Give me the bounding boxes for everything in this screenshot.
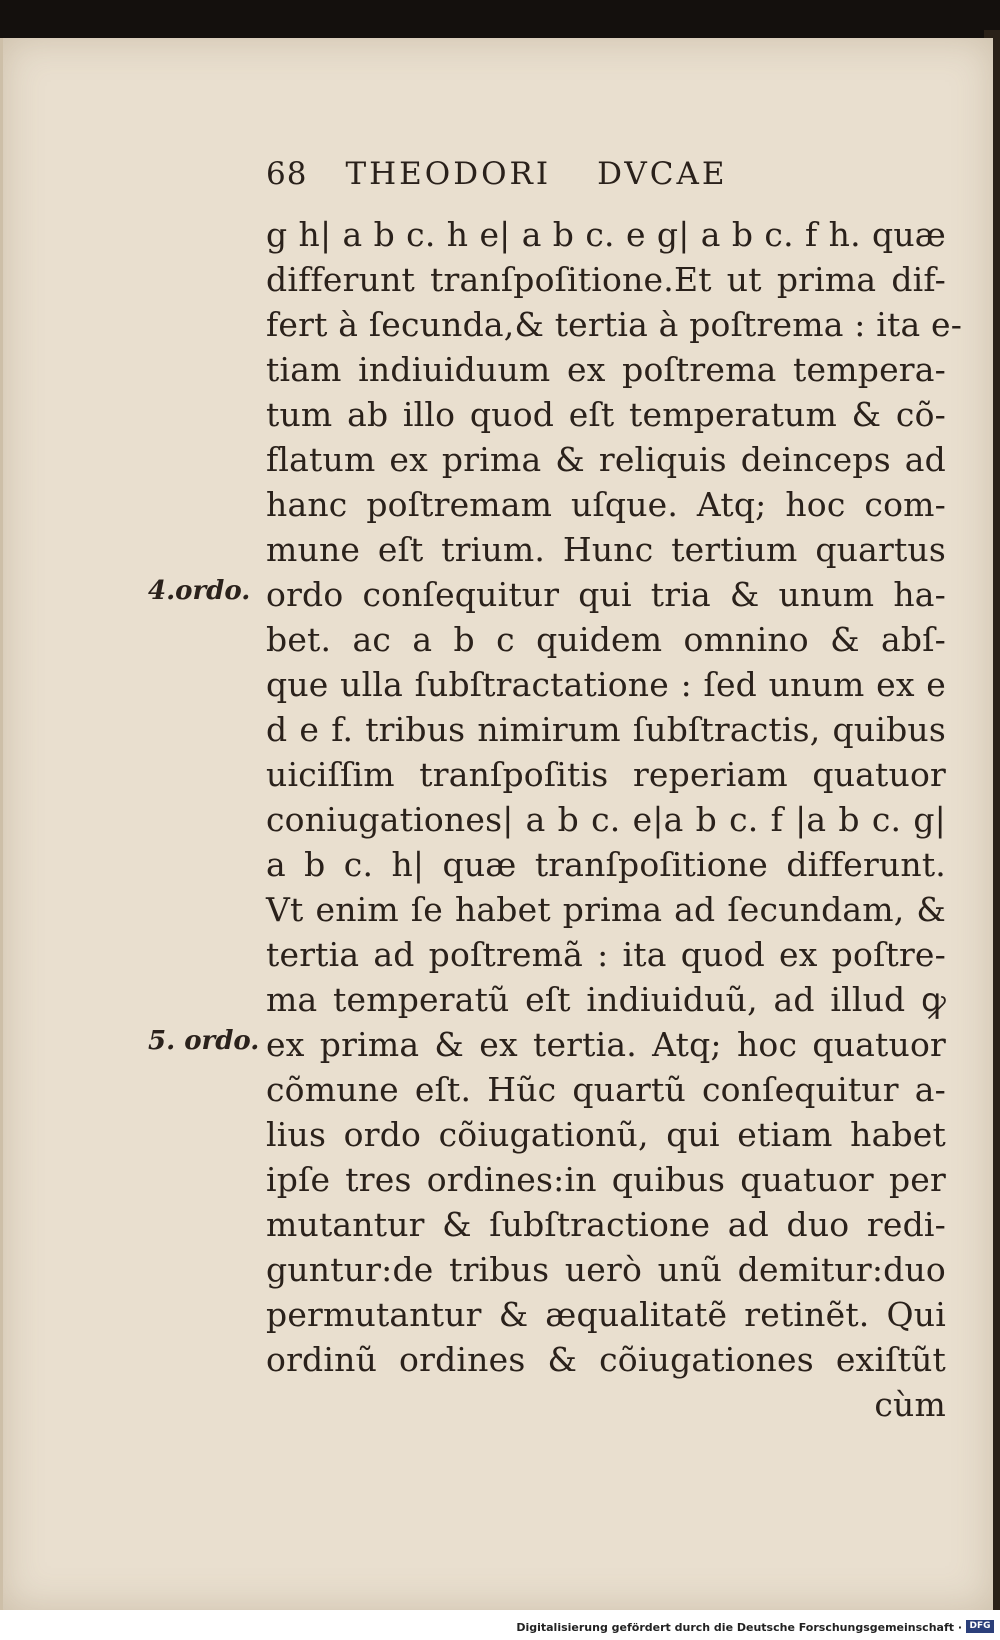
- body-text: [266, 212, 963, 1427]
- text-line: fert à ſecunda,& tertia à poſtrema : ita e-: [266, 305, 963, 344]
- text-line: mutantur & ſubſtractione ad duo redi-: [266, 1205, 946, 1244]
- catchword: cùm: [874, 1385, 946, 1424]
- text-line: cõmune eſt. Hũc quartũ conſequitur a-: [266, 1070, 946, 1109]
- text-line: permutantur & æqualitatẽ retinẽt. Qui: [266, 1295, 946, 1334]
- text-line: mune eſt trium. Hunc tertium quartus: [266, 530, 946, 569]
- text-line: bet. ac a b c quidem omnino & abſ-: [266, 620, 946, 659]
- text-line: que ulla ſubſtractatione : ſed unum ex e: [266, 665, 946, 704]
- text-line: uiciſſim tranſpoſitis reperiam quatuor: [266, 755, 946, 794]
- text-line: g h| a b c. h e| a b c. e g| a b c. f h. quæ: [266, 215, 946, 254]
- running-head-word2: DVCAE: [597, 156, 728, 192]
- text-line: Vt enim ſe habet prima ad ſecundam, &: [266, 890, 946, 929]
- text-line: flatum ex prima & reliquis deinceps ad: [266, 440, 946, 479]
- text-line: d e f. tribus nimirum ſubſtractis, quibus: [266, 710, 946, 749]
- text-line: coniugationes| a b c. e|a b c. f |a b c. g|: [266, 800, 946, 839]
- text-line: tum ab illo quod eſt temperatum & cõ-: [266, 395, 946, 434]
- text-line: differunt tranſpoſitione.Et ut prima dif-: [266, 260, 946, 299]
- text-line: tertia ad poſtremã : ita quod ex poſtre-: [266, 935, 946, 974]
- text-line: ma temperatũ eſt indiuiduũ, ad illud ꝙ: [266, 980, 946, 1019]
- text-line: ordo conſequitur qui tria & unum ha-: [266, 575, 946, 614]
- running-head: [266, 156, 866, 192]
- text-line: a b c. h| quæ tranſpoſitione differunt.: [266, 845, 946, 884]
- marginal-note-5-ordo: 5. ordo.: [148, 1026, 260, 1056]
- text-line: lius ordo cõiugationũ, qui etiam habet: [266, 1115, 946, 1154]
- text-line: ipſe tres ordines:in quibus quatuor per: [266, 1160, 946, 1199]
- text-line: ordinũ ordines & cõiugationes exiſtũt: [266, 1340, 946, 1379]
- text-line: hanc poſtremam uſque. Atq; hoc com-: [266, 485, 946, 524]
- page-number: 68: [266, 156, 308, 192]
- running-head-word1: THEODORI: [345, 156, 552, 192]
- text-line: tiam indiuiduum ex poſtrema tempera-: [266, 350, 946, 389]
- marginal-note-4-ordo: 4.ordo.: [148, 576, 251, 606]
- dfg-logo: DFG: [966, 1620, 994, 1633]
- text-line: guntur:de tribus uerò unũ demitur:duo: [266, 1250, 946, 1289]
- digitization-credit: Digitalisierung gefördert durch die Deutsche Forschungsgemeinschaft ·: [516, 1621, 962, 1634]
- text-line: ex prima & ex tertia. Atq; hoc quatuor: [266, 1025, 946, 1064]
